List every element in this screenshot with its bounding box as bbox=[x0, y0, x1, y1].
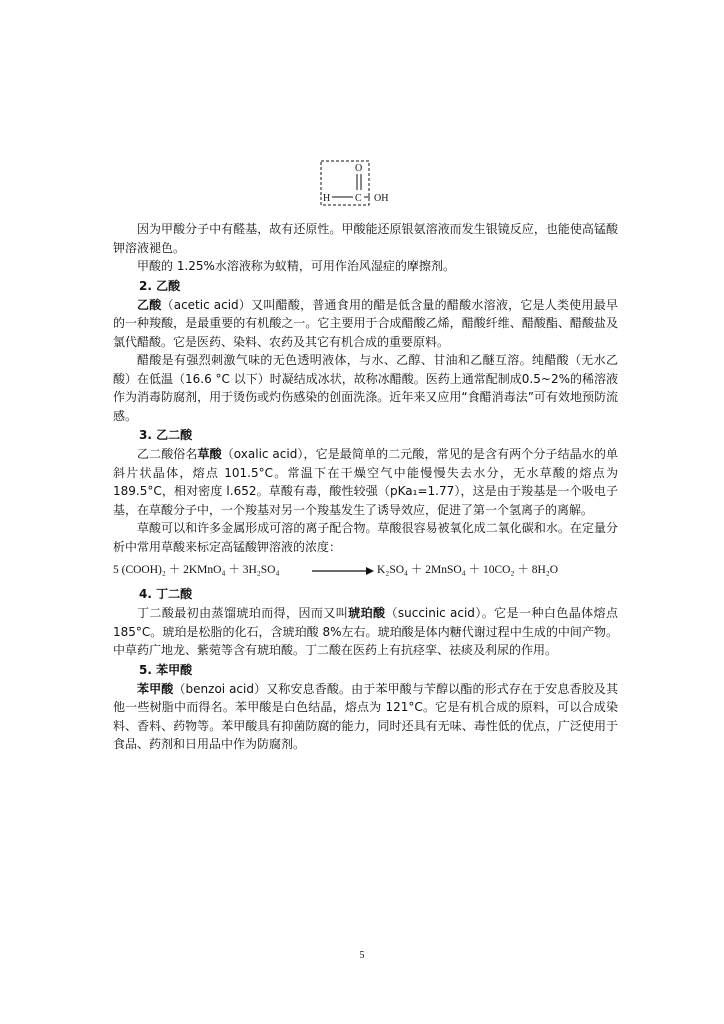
chemical-equation bbox=[113, 558, 618, 582]
succinic-paragraph-1-text: （succinic acid）。它是一种白色晶体熔点 185°C。琥珀是松脂的化石，含琥珀酸 8%左右。琥珀酸是体内糖代谢过程中生成的中间产物。中草药广地龙、紫菀等含有琥珀酸。丁二酸在医药上有抗痉挛、祛痰及利尿的作用。 bbox=[113, 606, 618, 657]
benzoic-paragraph-1 bbox=[113, 680, 618, 754]
atom-oxygen: O bbox=[355, 163, 363, 174]
section-heading-succinic: 4. 丁二酸 bbox=[139, 587, 193, 601]
atom-hydrogen: H bbox=[323, 193, 331, 204]
acetic-paragraph-2: 醋酸是有强烈刺激气味的无色透明液体，与水、乙醇、甘油和乙醚互溶。纯醋酸（无水乙酸）在低温（16.6 °C 以下）时凝结成冰状，故称冰醋酸。医药上通常配制成0.5~2%的稀溶液作为消毒防腐剂，用于烫伤或灼伤感染的创面洗涤。近年来又应用“食醋消毒法”可有效地预防流感。 bbox=[113, 353, 618, 423]
page-number: 5 bbox=[359, 950, 365, 961]
section-heading-acetic: 2. 乙酸 bbox=[139, 278, 181, 293]
acetic-paragraph-1 bbox=[113, 296, 618, 352]
succinic-paragraph-1-pre: 丁二酸最初由蒸馏琥珀而得，因而又叫 bbox=[137, 606, 349, 620]
group-hydroxyl: OH bbox=[374, 193, 389, 204]
equation-products: K₂SO₄ ＋ 2MnSO₄ ＋ 10CO₂ ＋ 8H₂O bbox=[377, 564, 559, 576]
acetic-paragraph-1-text: （acetic acid）又叫醋酸，普通食用的醋是低含量的醋酸水溶液，它是人类使用最早的一种羧酸，是最重要的有机酸之一。它主要用于合成醋酸乙烯，醋酸纤维、醋酸酯、醋酸盐及氯代醋酸。它是医药、染料、农药及其它有机合成的重要原料。 bbox=[113, 297, 618, 349]
formic-acid-structure bbox=[320, 160, 400, 210]
oxalic-paragraph-1-pre: 乙二酸俗名 bbox=[137, 447, 198, 461]
equation-reactants: 5 (COOH)₂ ＋ 2KMnO₄ ＋ 3H₂SO₄ bbox=[113, 564, 280, 576]
benzoic-paragraph-1-text: （benzoi acid）又称安息香酸。由于苯甲酸与苄醇以酯的形式存在于安息香胶及其他一些树脂中而得名。苯甲酸是白色结晶，熔点为 121°C。它是有机合成的原料，可以合成染料、香料、药物等。苯甲酸具有抑菌防腐的能力，同时还具有无味、毒性低的优点，广泛使用于食品、药剂和日用品中作为防腐剂。 bbox=[113, 681, 618, 751]
formic-paragraph-2: 甲酸的 1.25%水溶液称为蚁精，可用作治风湿症的摩擦剂。 bbox=[137, 259, 455, 273]
formic-paragraph-1: 因为甲酸分子中有醛基，故有还原性。甲酸能还原银氨溶液而发生银镜反应，也能使高锰酸钾溶液褪色。 bbox=[113, 222, 618, 255]
section-heading-benzoic: 5. 苯甲酸 bbox=[139, 662, 193, 677]
document-body bbox=[113, 220, 618, 754]
oxalic-paragraph-1 bbox=[113, 445, 618, 519]
term-succinic: 琥珀酸 bbox=[348, 606, 386, 620]
term-benzoic: 苯甲酸 bbox=[137, 681, 174, 696]
section-heading-oxalic: 3. 乙二酸 bbox=[139, 428, 193, 442]
oxalic-paragraph-1-text: （oxalic acid），它是最简单的二元酸，常见的是含有两个分子结晶水的单斜片状晶体，熔点 101.5°C。常温下在干燥空气中能慢慢失去水分，无水草酸的熔点为 189.5°C，相对密度 l.652。草酸有毒，酸性较强（pKa₁=1.77），这是由于羧基是一个吸电子基，在草酸分子中，一个羧基对另一个羧基发生了诱导效应，促进了第一个氢离子的离解。 bbox=[113, 447, 618, 517]
atom-carbon: C bbox=[355, 193, 362, 204]
term-oxalic: 草酸 bbox=[197, 447, 222, 461]
reaction-arrow-icon bbox=[312, 567, 374, 575]
succinic-paragraph-1 bbox=[113, 604, 618, 660]
structure-diagram bbox=[320, 160, 400, 210]
oxalic-paragraph-2: 草酸可以和许多金属形成可溶的离子配合物。草酸很容易被氧化成二氧化碳和水。在定量分析中常用草酸来标定高锰酸钾溶液的浓度： bbox=[113, 521, 618, 554]
term-acetic: 乙酸 bbox=[137, 297, 162, 312]
